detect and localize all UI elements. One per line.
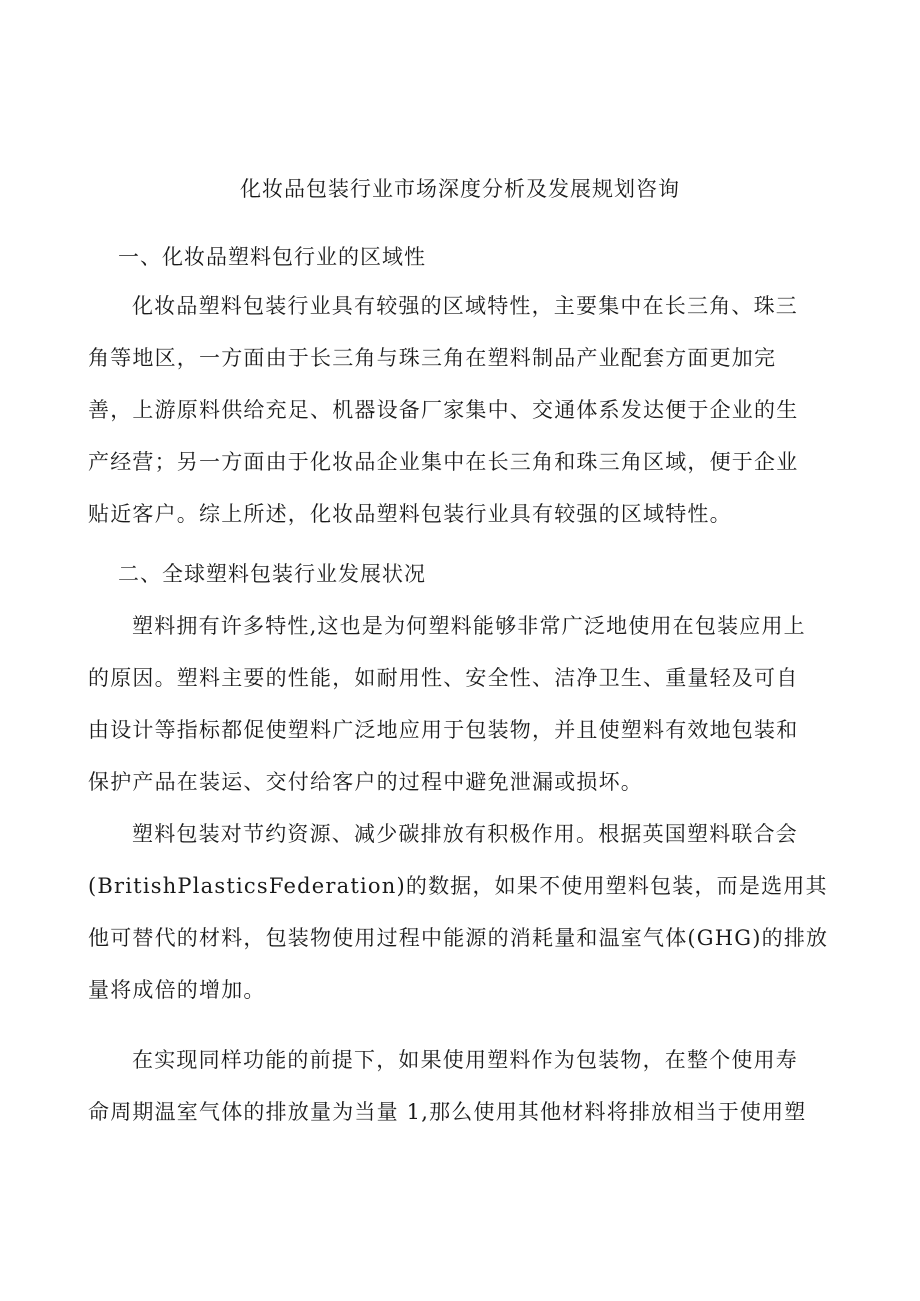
paragraph-line: 他可替代的材料，包装物使用过程中能源的消耗量和温室气体(GHG)的排放 (88, 926, 829, 950)
paragraph-plastic-properties (88, 600, 834, 808)
paragraph-line: 命周期温室气体的排放量为当量 1,那么使用其他材料将排放相当于使用塑 (88, 1100, 807, 1124)
paragraph-line: 量将成倍的增加。 (88, 978, 266, 1002)
paragraph-line: 塑料拥有许多特性,这也是为何塑料能够非常广泛地使用在包装应用上 (132, 614, 806, 638)
paragraph-line: 化妆品塑料包装行业具有较强的区域特性，主要集中在长三角、珠三 (132, 294, 798, 318)
paragraph-carbon-emission (88, 808, 834, 1016)
document-title: 化妆品包装行业市场深度分析及发展规划咨询 (240, 177, 680, 201)
paragraph-line: 的原因。塑料主要的性能，如耐用性、安全性、洁净卫生、重量轻及可自 (88, 666, 799, 690)
section-heading-global: 二、全球塑料包装行业发展状况 (118, 562, 426, 586)
paragraph-line: 贴近客户。综上所述，化妆品塑料包装行业具有较强的区域特性。 (88, 502, 732, 526)
paragraph-regional (88, 280, 834, 540)
paragraph-line: 由设计等指标都促使塑料广泛地应用于包装物，并且使塑料有效地包装和 (88, 718, 799, 742)
paragraph-line: (BritishPlasticsFederation)的数据，如果不使用塑料包装，而是选用其 (88, 874, 828, 898)
paragraph-line: 产经营；另一方面由于化妆品企业集中在长三角和珠三角区域，便于企业 (88, 450, 799, 474)
paragraph-line: 保护产品在装运、交付给客户的过程中避免泄漏或损坏。 (88, 770, 643, 794)
paragraph-line: 角等地区，一方面由于长三角与珠三角在塑料制品产业配套方面更加完 (88, 346, 777, 370)
paragraph-line: 善，上游原料供给充足、机器设备厂家集中、交通体系发达便于企业的生 (88, 398, 799, 422)
section-heading-regional: 一、化妆品塑料包行业的区域性 (118, 245, 426, 269)
paragraph-line: 在实现同样功能的前提下，如果使用塑料作为包装物，在整个使用寿 (132, 1048, 798, 1072)
paragraph-same-function (88, 1034, 834, 1138)
paragraph-line: 塑料包装对节约资源、减少碳排放有积极作用。根据英国塑料联合会 (132, 822, 798, 846)
